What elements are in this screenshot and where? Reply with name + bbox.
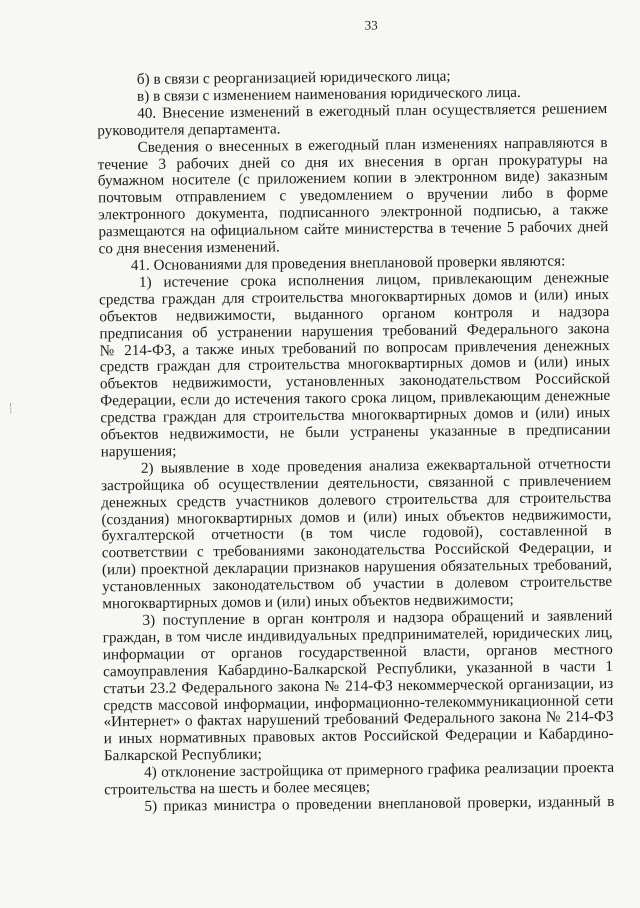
text-line: объектов недвижимости, выданного органом контроля и надзора (99, 302, 610, 326)
scan-mark (10, 403, 14, 413)
text-line: в) в связи с изменением наименования юридического лица. (136, 83, 521, 105)
text-line: 2) выявление в ходе проведения анализа ежеквартальной отчетности (140, 454, 611, 477)
text-line: 4) отклонение застройщика от примерного графика реализации проекта (143, 759, 615, 782)
document-body (97, 67, 615, 816)
text-line: нарушения; (100, 442, 177, 461)
text-line: электронного документа, подписанного электронной подписью, а также (98, 201, 609, 224)
text-line: соответствии с требованиями законодательства Российской Федерации, и (101, 539, 612, 562)
text-line: (или) проектной декларации признаков нарушения обязательных требований, (101, 556, 613, 579)
text-line: Балкарской Республики; (103, 745, 262, 765)
text-line: объектов недвижимости, установленных законодательством Российской (99, 370, 611, 393)
text-line: средства граждан для строительства многоквартирных домов и (или) иных (99, 285, 610, 309)
text-line: Сведения о внесенных в ежегодный план изменениях направляются в (137, 133, 608, 156)
text-line: (создания) многоквартирных домов и (или) иных объектов недвижимости, (101, 505, 612, 528)
text-line: руководителя департамента. (97, 120, 281, 140)
text-line: со дня внесения изменений. (98, 238, 280, 258)
text-line: денежных средств участников долевого строительства для строительства (101, 488, 612, 511)
text-line: установленных законодательством об участии в долевом строительстве (102, 573, 613, 596)
text-line: граждан, в том числе индивидуальных предпринимателей, юридических лиц, (102, 623, 613, 647)
text-line: средств граждан для строительства многоквартирных домов и (или) иных (99, 353, 610, 376)
text-line: 3) поступление в орган контроля и надзора обращений и заявлений (142, 606, 613, 629)
text-line: строительства на шесть и более месяцев; (104, 778, 371, 799)
text-line: застройщика об осуществлении деятельности, связанной с привлечением (100, 471, 612, 495)
text-line: самоуправления Кабардино-Балкарской Республики, указанной в части 1 (102, 657, 614, 681)
text-line: информации от органов государственной власти, органов местного (102, 640, 613, 664)
text-line: 41. Основаниями для проведения внеплановой проверки являются: (130, 252, 566, 274)
text-line: течение 3 рабочих дней со дня их внесения в орган прокуратуры на (97, 150, 608, 173)
text-line: «Интернет» о фактах нарушений требований Федерального закона № 214-ФЗ (103, 708, 614, 731)
text-line: бумажном носителе (с приложением копии в электронном виде) заказным (97, 167, 608, 190)
text-line: 5) приказ министра о проведении внеплановой проверки, изданный в (144, 792, 615, 815)
text-line: и иных нормативных правовых актов Российской Федерации и Кабардино- (103, 725, 614, 748)
text-line: бухгалтерской отчетности (в том числе годовой), составленной в (101, 522, 612, 545)
text-line: почтовым отправлением с уведомлением о вручении либо в форме (97, 184, 609, 207)
text-line: средства граждан для строительства многоквартирных домов и (или) иных (100, 404, 611, 427)
text-line: 40. Внесение изменений в ежегодный план осуществляется решением (137, 99, 608, 122)
text-line: объектов недвижимости, не были устранены указанные в предписании (100, 421, 611, 444)
text-line: размещаются на официальном сайте министерства в течение 5 рабочих дней (98, 218, 609, 241)
text-line: многоквартирных домов и (или) иных объектов недвижимости; (102, 591, 514, 613)
text-line: средств массовой информации, информационно-телекоммуникационной сети (103, 691, 614, 714)
page-number: 33 (364, 17, 378, 33)
text-line: 1) истечение срока исполнения лицом, привлекающим денежные (138, 268, 610, 291)
text-line: предписания об устранении нарушения требований Федерального закона (99, 319, 610, 342)
text-line: Федерации, если до истечения такого срока лицом, привлекающим денежные (100, 387, 611, 410)
text-line: статьи 23.2 Федерального закона № 214-ФЗ некоммерческой организации, из (103, 674, 614, 697)
text-line: б) в связи с реорганизацией юридического лица; (136, 67, 451, 88)
text-line: № 214-ФЗ, а также иных требований по вопросам привлечения денежных (99, 336, 610, 359)
